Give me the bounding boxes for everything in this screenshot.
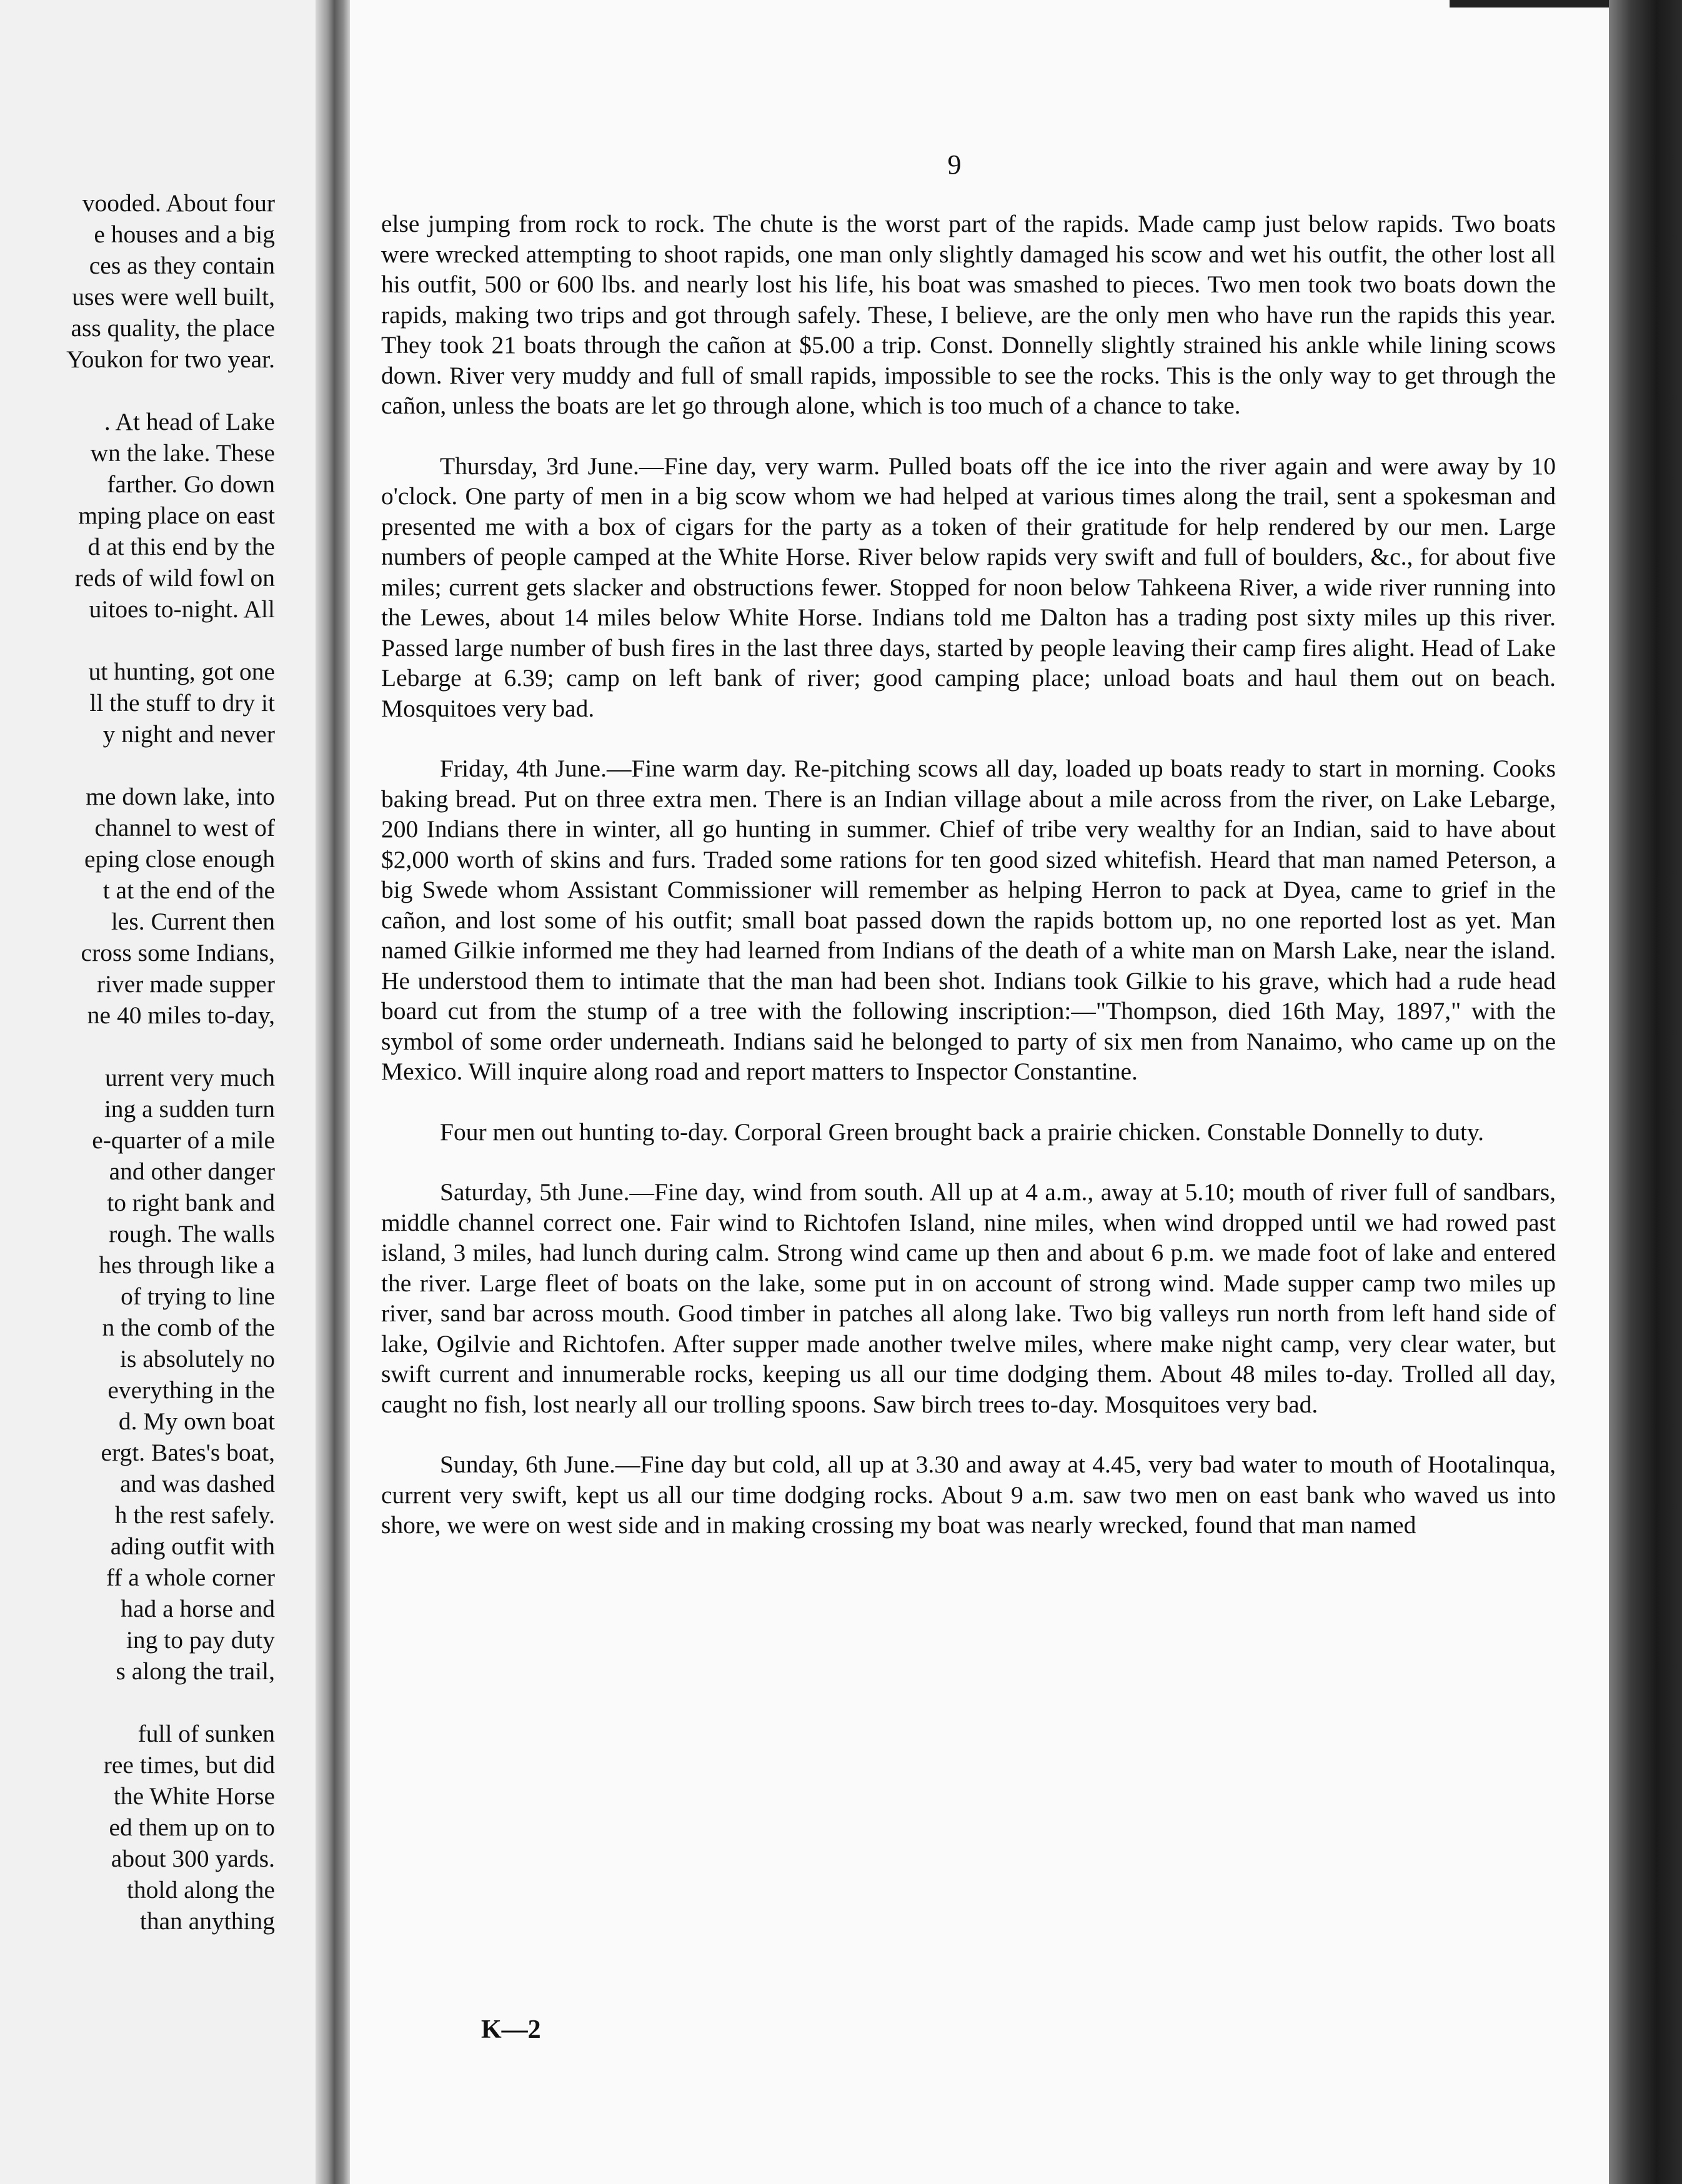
top-edge-shadow — [1450, 0, 1609, 7]
left-page-text — [0, 187, 275, 1937]
left-page-line: urrent very much — [104, 1064, 275, 1091]
left-page-line: of trying to line — [121, 1283, 275, 1310]
left-page-line: ne 40 miles to-day, — [87, 1001, 275, 1029]
right-page — [350, 0, 1609, 2184]
left-page-line: ree times, but did — [103, 1751, 275, 1779]
left-page-line: e-quarter of a mile — [92, 1126, 275, 1154]
left-page-line: Youkon for two year. — [66, 345, 275, 373]
left-page-line: les. Current then — [111, 908, 275, 935]
left-page-line: vooded. About four — [82, 189, 275, 217]
page-body — [381, 209, 1556, 1571]
left-page-line: ass quality, the place — [71, 314, 275, 342]
left-page-line: y night and never — [102, 720, 275, 748]
left-page-line: than anything — [139, 1907, 275, 1935]
left-page-line: and was dashed — [120, 1470, 275, 1497]
left-page-line: channel to west of — [94, 814, 275, 841]
left-page-line: . At head of Lake — [104, 408, 275, 435]
left-page-line: rough. The walls — [109, 1220, 275, 1248]
left-page-line: ing a sudden turn — [104, 1095, 275, 1123]
left-page-line: river made supper — [96, 970, 275, 998]
left-page-line: t at the end of the — [102, 876, 275, 904]
left-page-line: about 300 yards. — [111, 1845, 275, 1872]
left-page-line: me down lake, into — [86, 783, 275, 810]
paragraph-hunting: Four men out hunting to-day. Corporal Green brought back a prairie chicken. Constable Donnelly to duty. — [440, 1118, 1485, 1146]
left-page-line — [0, 1687, 275, 1718]
left-page-line: uitoes to-night. All — [89, 595, 275, 623]
left-page-line — [0, 625, 275, 656]
paragraph-saturday: Saturday, 5th June.—Fine day, wind from south. All up at 4 a.m., away at 5.10; mouth of river full of sandbars, middle channel correct one. Fair wind to Richtofen Island, nine miles, when wind dropped until we had rowed past island, 3 miles, had lunch during calm. Strong wind came up then and about 6 p.m. we made foot of lake and entered the river. Large fleet of boats on the lake, some put in on account of strong wind. Made supper camp two miles up river, sand bar across mouth. Good timber in patches all along lake. Two big valleys run north from left hand side of lake, Ogilvie and Richtofen. After supper made another twelve miles, where make night camp, very clear water, but swift current and innumerable rocks, keeping us all our time dodging them. About 48 miles to-day. Trolled all day, caught no fish, lost nearly all our trolling spoons. Saw birch trees to-day. Mosquitoes very bad. — [381, 1178, 1556, 1418]
book-gutter — [316, 0, 350, 2184]
left-facing-page — [0, 0, 316, 2184]
signature-mark: K—2 — [481, 2015, 541, 2044]
paragraph-thursday: Thursday, 3rd June.—Fine day, very warm. Pulled boats off the ice into the river again and were away by 10 o'clock. One party of men in a big scow whom we had helped at various times along the trail, sent a spokesman and presented me with a box of cigars for the party as a token of their gratitude for help rendered by our men. Large numbers of people camped at the White Horse. River below rapids very swift and full of boulders, &c., for about five miles; current gets slacker and obstructions fewer. Stopped for noon below Tahkeena River, a wide river running into the Lewes, about 14 miles below White Horse. Indians told me Dalton has a trading post sixty miles up this river. Passed large number of bush fires in the last three days, started by people leaving their camp fires alight. Head of Lake Lebarge at 6.39; camp on left bank of river; good camping place; unload boats and haul them out on beach. Mosquitoes very bad. — [381, 452, 1556, 722]
left-page-line: ading outfit with — [110, 1532, 275, 1560]
left-page-line: d. My own boat — [118, 1407, 275, 1435]
left-page-line: to right bank and — [107, 1189, 275, 1216]
left-page-line: ff a whole corner — [106, 1564, 275, 1591]
left-page-line: is absolutely no — [120, 1345, 275, 1372]
left-page-line: full of sunken — [137, 1720, 275, 1747]
left-page-line: ut hunting, got one — [88, 658, 275, 685]
left-page-line: mping place on east — [78, 502, 275, 529]
left-page-line: ergt. Bates's boat, — [101, 1439, 275, 1466]
left-page-line: d at this end by the — [87, 533, 275, 560]
left-page-line: cross some Indians, — [81, 939, 275, 966]
left-page-line: and other danger — [109, 1158, 275, 1185]
paragraph-friday: Friday, 4th June.—Fine warm day. Re-pitching scows all day, loaded up boats ready to start in morning. Cooks baking bread. Put on three extra men. There is an Indian village about a mile across from the river, on Lake Lebarge, 200 Indians there in winter, all go hunting in summer. Chief of tribe very wealthy for an Indian, said to have about $2,000 worth of skins and furs. Traded some rations for ten good sized whitefish. Heard that man named Peterson, a big Swede whom Assistant Commissioner will remember as helping Herron to pack at Dyea, came to grief in the cañon, and lost some of his outfit; small boat passed down the rapids bottom up, no one reported lost as yet. Man named Gilkie informed me they had learned from Indians of the death of a white man on Marsh Lake, near the island. He understood them to intimate that the man had been shot. Indians took Gilkie to his grave, which had a rude head board cut from the stump of a tree with the following inscription:—"Thompson, died 16th May, 1897," with the symbol of some order underneath. Indians said he belonged to party of six men from Nanaimo, who came up on the Mexico. Will inquire along road and report matters to Inspector Constantine. — [381, 755, 1556, 1085]
left-page-line: ing to pay duty — [126, 1626, 275, 1654]
left-page-line: thold along the — [127, 1876, 275, 1904]
left-page-line: wn the lake. These — [90, 439, 275, 467]
page-number: 9 — [947, 149, 962, 180]
left-page-line: e houses and a big — [94, 221, 275, 248]
left-page-line: farther. Go down — [107, 470, 275, 498]
left-page-line — [0, 1031, 275, 1062]
left-page-line: ces as they contain — [89, 252, 275, 279]
left-page-line: the White Horse — [113, 1782, 275, 1810]
left-page-line: n the comb of the — [102, 1314, 275, 1341]
left-page-line: ll the stuff to dry it — [89, 689, 275, 717]
page-edge-shadow — [1609, 0, 1682, 2184]
left-page-line: s along the trail, — [116, 1657, 275, 1685]
left-page-line: eping close enough — [84, 845, 275, 873]
paragraph-sunday: Sunday, 6th June.—Fine day but cold, all up at 3.30 and away at 4.45, very bad water to mouth of Hootalinqua, current very swift, kept us all our time dodging rocks. About 9 a.m. saw two men on east bank who waved us into shore, we were on west side and in making crossing my boat was nearly wrecked, found that man named — [381, 1451, 1556, 1539]
left-page-line: everything in the — [107, 1376, 275, 1404]
left-page-line: h the rest safely. — [114, 1501, 275, 1529]
left-page-line: ed them up on to — [109, 1814, 275, 1841]
left-page-line: hes through like a — [99, 1251, 275, 1279]
left-page-line — [0, 750, 275, 781]
left-page-line: reds of wild fowl on — [74, 564, 275, 592]
paragraph-continuation: else jumping from rock to rock. The chute is the worst part of the rapids. Made camp just below rapids. Two boats were wrecked attempting to shoot rapids, one man only slightly damaged his scow and wet his outfit, the other lost all his outfit, 500 or 600 lbs. and nearly lost his life, his boat was smashed to pieces. Two men took two boats down the rapids, making two trips and got through safely. These, I believe, are the only men who have run the rapids this year. They took 21 boats through the cañon at $5.00 a trip. Const. Donnelly slightly strained his ankle while lining scows down. River very muddy and full of small rapids, impossible to see the rocks. This is the only way to get through the cañon, unless the boats are let go through alone, which is too much of a chance to take. — [381, 210, 1556, 419]
left-page-line — [0, 375, 275, 406]
left-page-line: uses were well built, — [72, 283, 275, 310]
left-page-line: had a horse and — [121, 1595, 275, 1622]
